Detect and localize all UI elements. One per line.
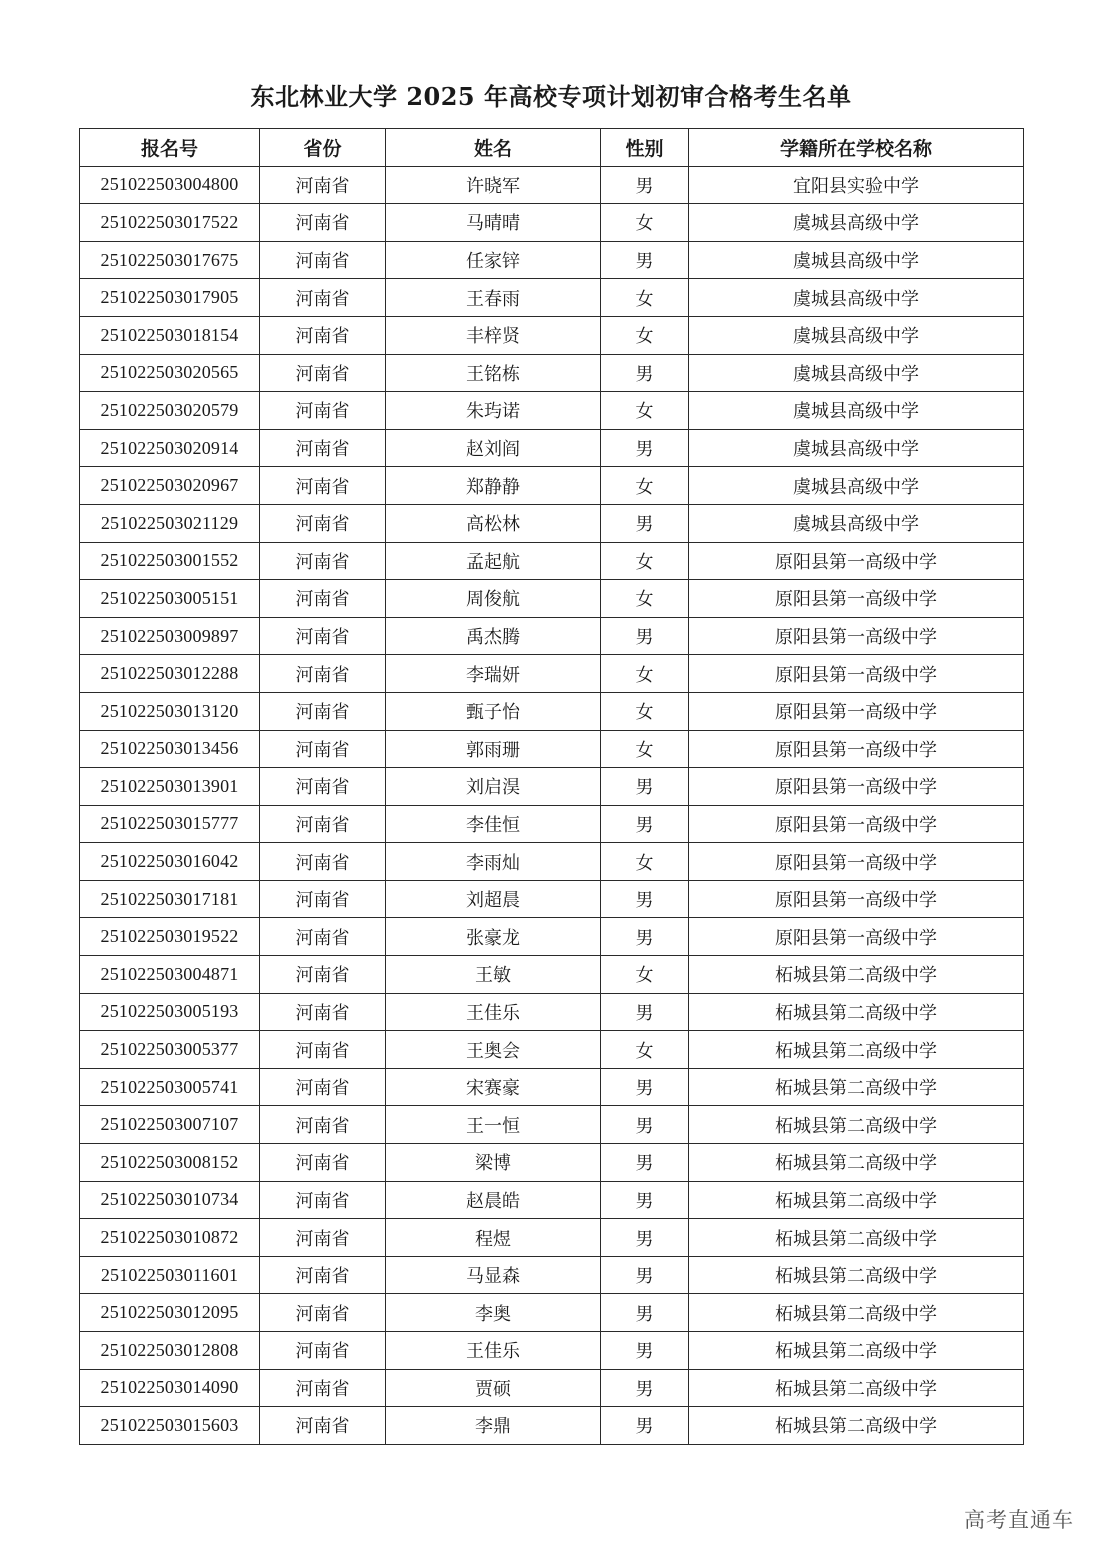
cell-province: 河南省 (260, 1031, 386, 1069)
cell-registration-number: 251022503009897 (80, 617, 260, 655)
cell-province: 河南省 (260, 467, 386, 505)
cell-name: 李雨灿 (386, 843, 601, 881)
cell-school: 虞城县高级中学 (689, 241, 1024, 279)
cell-province: 河南省 (260, 843, 386, 881)
cell-school: 原阳县第一高级中学 (689, 918, 1024, 956)
cell-school: 柘城县第二高级中学 (689, 993, 1024, 1031)
table-row (80, 316, 1024, 354)
cell-school: 原阳县第一高级中学 (689, 805, 1024, 843)
cell-school: 原阳县第一高级中学 (689, 880, 1024, 918)
cell-province: 河南省 (260, 316, 386, 354)
cell-registration-number: 251022503020967 (80, 467, 260, 505)
cell-name: 王铭栋 (386, 354, 601, 392)
cell-name: 赵晨皓 (386, 1181, 601, 1219)
cell-registration-number: 251022503013901 (80, 768, 260, 806)
cell-name: 丰梓贤 (386, 316, 601, 354)
cell-registration-number: 251022503005377 (80, 1031, 260, 1069)
cell-registration-number: 251022503015603 (80, 1407, 260, 1445)
cell-school: 虞城县高级中学 (689, 392, 1024, 430)
cell-registration-number: 251022503019522 (80, 918, 260, 956)
table-row (80, 580, 1024, 618)
cell-province: 河南省 (260, 993, 386, 1031)
cell-province: 河南省 (260, 1144, 386, 1182)
cell-name: 朱玙诺 (386, 392, 601, 430)
cell-gender: 男 (601, 617, 689, 655)
cell-name: 禹杰腾 (386, 617, 601, 655)
cell-gender: 男 (601, 1144, 689, 1182)
cell-name: 王奥会 (386, 1031, 601, 1069)
cell-name: 周俊航 (386, 580, 601, 618)
cell-gender: 男 (601, 918, 689, 956)
cell-gender: 男 (601, 354, 689, 392)
cell-registration-number: 251022503017522 (80, 204, 260, 242)
cell-gender: 男 (601, 1106, 689, 1144)
cell-name: 孟起航 (386, 542, 601, 580)
cell-name: 李鼎 (386, 1407, 601, 1445)
header-gender: 性别 (601, 129, 689, 167)
cell-school: 柘城县第二高级中学 (689, 956, 1024, 994)
cell-gender: 女 (601, 1031, 689, 1069)
cell-province: 河南省 (260, 504, 386, 542)
cell-school: 柘城县第二高级中学 (689, 1106, 1024, 1144)
cell-registration-number: 251022503001552 (80, 542, 260, 580)
table-row (80, 993, 1024, 1031)
table-row (80, 843, 1024, 881)
cell-name: 贾硕 (386, 1369, 601, 1407)
table-row (80, 166, 1024, 204)
cell-gender: 女 (601, 316, 689, 354)
cell-province: 河南省 (260, 1369, 386, 1407)
cell-gender: 女 (601, 467, 689, 505)
cell-registration-number: 251022503005741 (80, 1068, 260, 1106)
table-row (80, 880, 1024, 918)
table-row (80, 1068, 1024, 1106)
watermark: 高考直通车 (964, 1508, 1074, 1532)
cell-school: 原阳县第一高级中学 (689, 768, 1024, 806)
cell-school: 柘城县第二高级中学 (689, 1068, 1024, 1106)
cell-gender: 男 (601, 1407, 689, 1445)
cell-gender: 女 (601, 730, 689, 768)
cell-school: 原阳县第一高级中学 (689, 617, 1024, 655)
table-row (80, 768, 1024, 806)
cell-school: 柘城县第二高级中学 (689, 1181, 1024, 1219)
cell-gender: 女 (601, 279, 689, 317)
cell-gender: 男 (601, 1369, 689, 1407)
cell-school: 柘城县第二高级中学 (689, 1332, 1024, 1370)
cell-province: 河南省 (260, 1219, 386, 1257)
cell-name: 程煜 (386, 1219, 601, 1257)
cell-registration-number: 251022503011601 (80, 1256, 260, 1294)
table-row (80, 204, 1024, 242)
table-row (80, 1144, 1024, 1182)
cell-province: 河南省 (260, 429, 386, 467)
cell-gender: 男 (601, 1068, 689, 1106)
cell-school: 柘城县第二高级中学 (689, 1407, 1024, 1445)
table-row (80, 279, 1024, 317)
cell-gender: 男 (601, 166, 689, 204)
cell-gender: 男 (601, 805, 689, 843)
table-row (80, 467, 1024, 505)
cell-name: 刘启淏 (386, 768, 601, 806)
cell-name: 郭雨珊 (386, 730, 601, 768)
table-row (80, 392, 1024, 430)
cell-province: 河南省 (260, 580, 386, 618)
cell-school: 原阳县第一高级中学 (689, 730, 1024, 768)
cell-province: 河南省 (260, 204, 386, 242)
cell-name: 李瑞妍 (386, 655, 601, 693)
cell-registration-number: 251022503004800 (80, 166, 260, 204)
cell-registration-number: 251022503005193 (80, 993, 260, 1031)
table-row (80, 1106, 1024, 1144)
cell-school: 原阳县第一高级中学 (689, 692, 1024, 730)
cell-name: 刘超晨 (386, 880, 601, 918)
header-province: 省份 (260, 129, 386, 167)
table-row (80, 1294, 1024, 1332)
table-row (80, 918, 1024, 956)
table-row (80, 504, 1024, 542)
cell-registration-number: 251022503007107 (80, 1106, 260, 1144)
cell-province: 河南省 (260, 655, 386, 693)
cell-name: 马显森 (386, 1256, 601, 1294)
cell-registration-number: 251022503021129 (80, 504, 260, 542)
table-row (80, 655, 1024, 693)
cell-registration-number: 251022503017675 (80, 241, 260, 279)
table-row (80, 542, 1024, 580)
header-name: 姓名 (386, 129, 601, 167)
cell-province: 河南省 (260, 279, 386, 317)
cell-registration-number: 251022503013456 (80, 730, 260, 768)
cell-school: 原阳县第一高级中学 (689, 655, 1024, 693)
cell-registration-number: 251022503008152 (80, 1144, 260, 1182)
cell-registration-number: 251022503020565 (80, 354, 260, 392)
cell-gender: 女 (601, 542, 689, 580)
cell-gender: 男 (601, 241, 689, 279)
cell-registration-number: 251022503012808 (80, 1332, 260, 1370)
cell-province: 河南省 (260, 617, 386, 655)
cell-name: 宋赛豪 (386, 1068, 601, 1106)
document-title: 东北林业大学 2025 年高校专项计划初审合格考生名单 (250, 82, 852, 111)
table-row (80, 956, 1024, 994)
table-row (80, 241, 1024, 279)
cell-name: 任家锌 (386, 241, 601, 279)
table-row (80, 617, 1024, 655)
cell-gender: 男 (601, 993, 689, 1031)
table-row (80, 692, 1024, 730)
cell-name: 王佳乐 (386, 1332, 601, 1370)
cell-school: 柘城县第二高级中学 (689, 1144, 1024, 1182)
cell-school: 宜阳县实验中学 (689, 166, 1024, 204)
cell-gender: 男 (601, 1332, 689, 1370)
cell-school: 虞城县高级中学 (689, 354, 1024, 392)
table-body (80, 166, 1024, 1444)
cell-gender: 女 (601, 392, 689, 430)
cell-gender: 女 (601, 204, 689, 242)
cell-school: 原阳县第一高级中学 (689, 542, 1024, 580)
cell-school: 柘城县第二高级中学 (689, 1256, 1024, 1294)
cell-province: 河南省 (260, 880, 386, 918)
cell-name: 李佳恒 (386, 805, 601, 843)
table-row (80, 1181, 1024, 1219)
cell-name: 李奥 (386, 1294, 601, 1332)
cell-school: 柘城县第二高级中学 (689, 1369, 1024, 1407)
table-row (80, 1219, 1024, 1257)
cell-province: 河南省 (260, 1256, 386, 1294)
cell-gender: 男 (601, 1294, 689, 1332)
cell-school: 柘城县第二高级中学 (689, 1031, 1024, 1069)
cell-name: 郑静静 (386, 467, 601, 505)
table-row (80, 1256, 1024, 1294)
cell-registration-number: 251022503015777 (80, 805, 260, 843)
cell-school: 虞城县高级中学 (689, 429, 1024, 467)
table-row (80, 1332, 1024, 1370)
table-row (80, 805, 1024, 843)
cell-registration-number: 251022503018154 (80, 316, 260, 354)
cell-province: 河南省 (260, 805, 386, 843)
cell-gender: 女 (601, 655, 689, 693)
cell-school: 原阳县第一高级中学 (689, 580, 1024, 618)
cell-gender: 男 (601, 1181, 689, 1219)
cell-gender: 女 (601, 580, 689, 618)
cell-gender: 男 (601, 880, 689, 918)
table-row (80, 1031, 1024, 1069)
cell-province: 河南省 (260, 956, 386, 994)
cell-name: 梁博 (386, 1144, 601, 1182)
cell-name: 张豪龙 (386, 918, 601, 956)
table-row (80, 429, 1024, 467)
cell-registration-number: 251022503010872 (80, 1219, 260, 1257)
cell-registration-number: 251022503012095 (80, 1294, 260, 1332)
cell-gender: 男 (601, 429, 689, 467)
cell-gender: 女 (601, 956, 689, 994)
cell-name: 高松林 (386, 504, 601, 542)
table-row (80, 1407, 1024, 1445)
cell-school: 虞城县高级中学 (689, 316, 1024, 354)
cell-province: 河南省 (260, 1332, 386, 1370)
cell-registration-number: 251022503013120 (80, 692, 260, 730)
cell-school: 虞城县高级中学 (689, 279, 1024, 317)
cell-gender: 男 (601, 504, 689, 542)
cell-name: 王一恒 (386, 1106, 601, 1144)
cell-registration-number: 251022503014090 (80, 1369, 260, 1407)
header-registration-number: 报名号 (80, 129, 260, 167)
cell-province: 河南省 (260, 918, 386, 956)
cell-registration-number: 251022503005151 (80, 580, 260, 618)
cell-province: 河南省 (260, 768, 386, 806)
table-header-row (80, 129, 1024, 167)
cell-school: 虞城县高级中学 (689, 467, 1024, 505)
cell-registration-number: 251022503020914 (80, 429, 260, 467)
cell-school: 原阳县第一高级中学 (689, 843, 1024, 881)
table-row (80, 354, 1024, 392)
cell-province: 河南省 (260, 730, 386, 768)
cell-school: 柘城县第二高级中学 (689, 1294, 1024, 1332)
cell-school: 虞城县高级中学 (689, 504, 1024, 542)
cell-registration-number: 251022503020579 (80, 392, 260, 430)
cell-province: 河南省 (260, 692, 386, 730)
cell-province: 河南省 (260, 1106, 386, 1144)
cell-gender: 女 (601, 843, 689, 881)
cell-registration-number: 251022503010734 (80, 1181, 260, 1219)
cell-name: 赵刘阎 (386, 429, 601, 467)
cell-name: 王春雨 (386, 279, 601, 317)
cell-gender: 男 (601, 1256, 689, 1294)
cell-name: 许晓军 (386, 166, 601, 204)
cell-registration-number: 251022503016042 (80, 843, 260, 881)
cell-registration-number: 251022503017181 (80, 880, 260, 918)
candidate-table (79, 128, 1024, 1445)
cell-gender: 女 (601, 692, 689, 730)
cell-school: 柘城县第二高级中学 (689, 1219, 1024, 1257)
cell-name: 马晴晴 (386, 204, 601, 242)
cell-province: 河南省 (260, 392, 386, 430)
cell-province: 河南省 (260, 241, 386, 279)
header-school: 学籍所在学校名称 (689, 129, 1024, 167)
cell-registration-number: 251022503017905 (80, 279, 260, 317)
cell-registration-number: 251022503012288 (80, 655, 260, 693)
cell-name: 王佳乐 (386, 993, 601, 1031)
table-row (80, 1369, 1024, 1407)
cell-province: 河南省 (260, 1068, 386, 1106)
cell-registration-number: 251022503004871 (80, 956, 260, 994)
table-row (80, 730, 1024, 768)
cell-province: 河南省 (260, 1407, 386, 1445)
cell-province: 河南省 (260, 1294, 386, 1332)
cell-gender: 男 (601, 768, 689, 806)
cell-province: 河南省 (260, 542, 386, 580)
cell-name: 王敏 (386, 956, 601, 994)
cell-name: 甄子怡 (386, 692, 601, 730)
cell-province: 河南省 (260, 1181, 386, 1219)
cell-province: 河南省 (260, 166, 386, 204)
cell-school: 虞城县高级中学 (689, 204, 1024, 242)
cell-province: 河南省 (260, 354, 386, 392)
cell-gender: 男 (601, 1219, 689, 1257)
